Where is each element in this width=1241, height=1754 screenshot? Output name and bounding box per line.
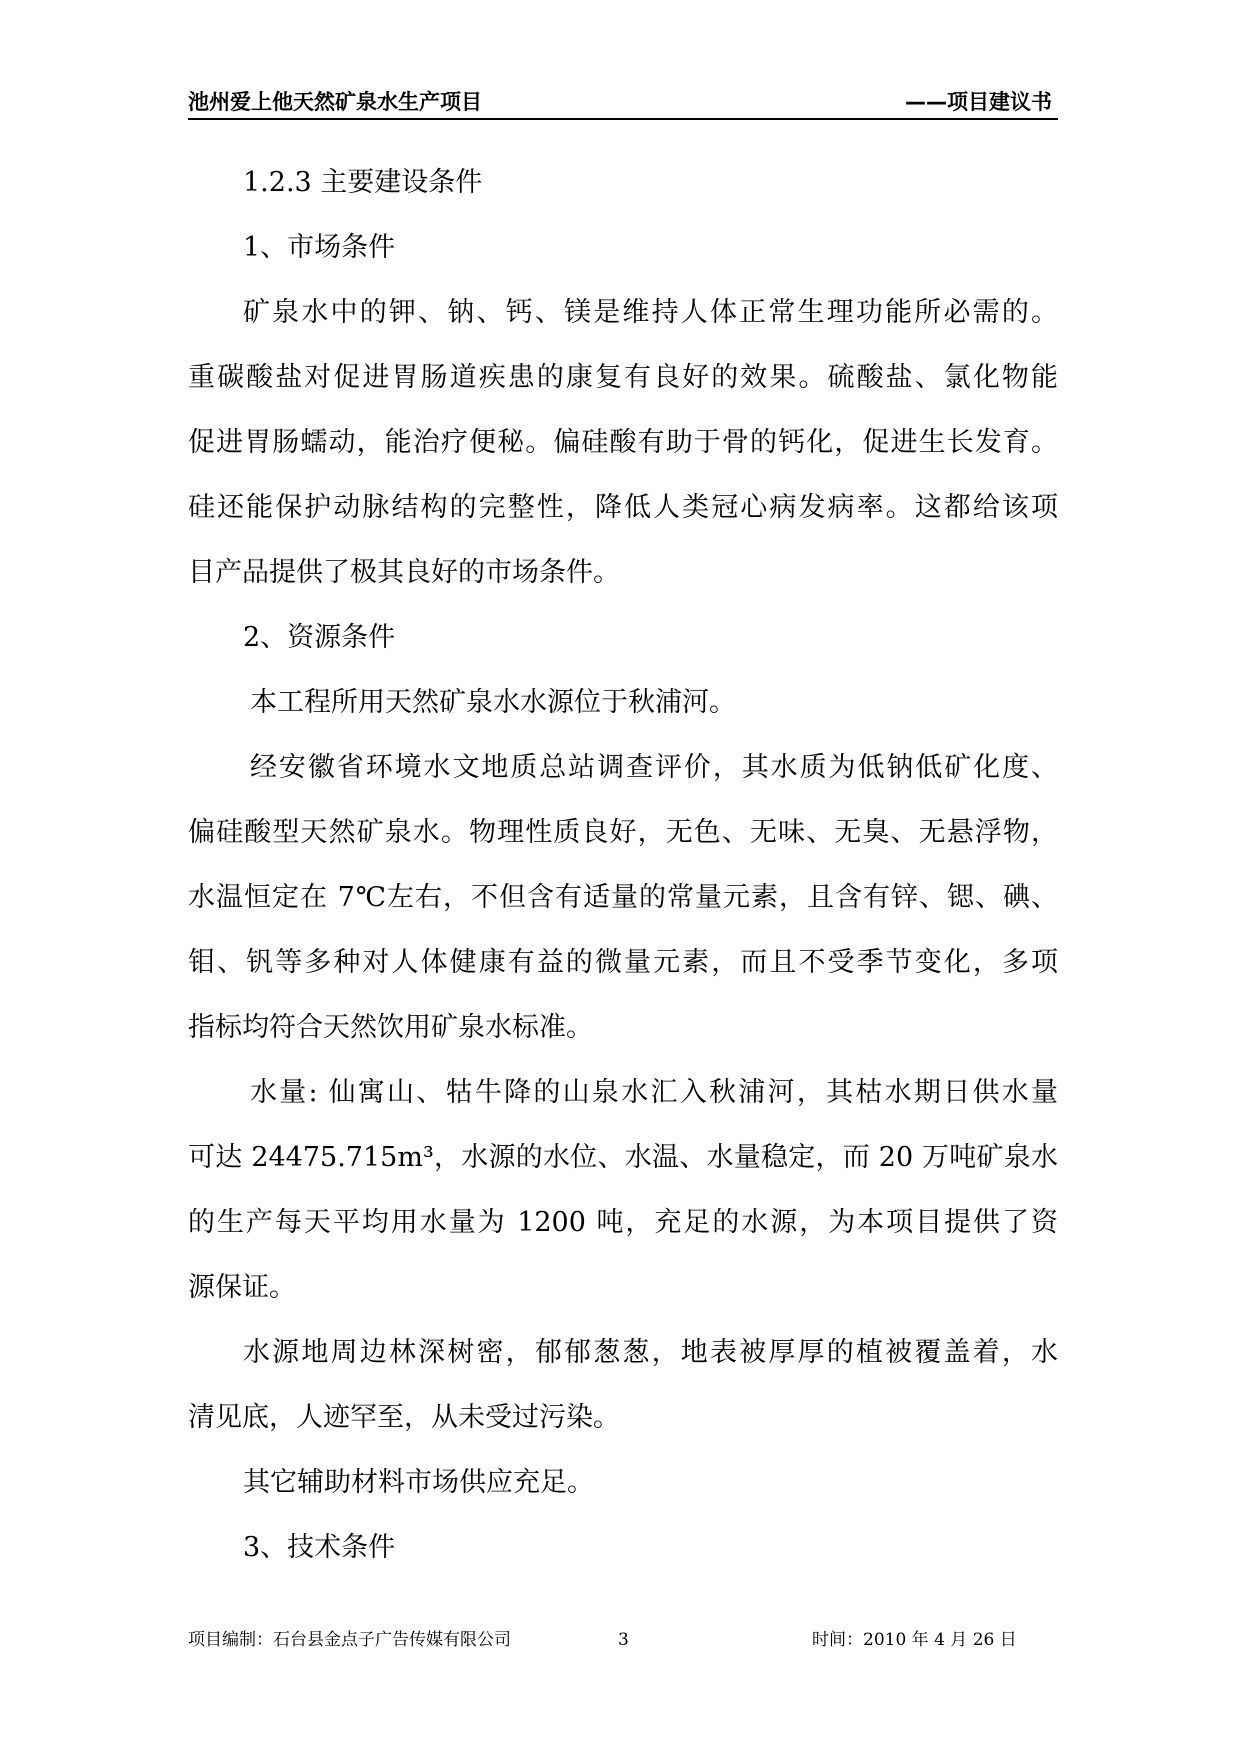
page-body [188,155,1058,1585]
paragraph-line: 矿泉水中的钾、钠、钙、镁是维持人体正常生理功能所必需的。 [243,297,1058,328]
paragraph-line: 钼、钒等多种对人体健康有益的微量元素，而且不受季节变化，多项 [188,947,1058,978]
paragraph-line: 促进胃肠蠕动，能治疗便秘。偏硅酸有助于骨的钙化，促进生长发育。 [188,427,1058,458]
paragraph-line: 源保证。 [188,1272,296,1303]
paragraph-line: 指标均符合天然饮用矿泉水标准。 [188,1012,593,1043]
paragraph-line: 可达 24475.715m³，水源的水位、水温、水量稳定，而 20 万吨矿泉水 [188,1142,1058,1173]
header-title: 池州爱上他天然矿泉水生产项目 [188,90,482,114]
paragraph-line: 重碳酸盐对促进胃肠道疾患的康复有良好的效果。硫酸盐、氯化物能 [188,362,1058,393]
subheading-market: 1、市场条件 [243,232,396,263]
paragraph-line: 的生产每天平均用水量为 1200 吨，充足的水源，为本项目提供了资 [188,1207,1058,1238]
paragraph-line: 硅还能保护动脉结构的完整性，降低人类冠心病发病率。这都给该项 [188,492,1058,523]
header-doc-type: ——项目建议书 [905,90,1052,114]
section-heading: 1.2.3 主要建设条件 [243,167,483,198]
footer-compiler: 项目编制：石台县金点子广告传媒有限公司 [188,1630,511,1650]
footer-date: 时间：2010 年 4 月 26 日 [812,1630,1017,1650]
paragraph-line: 水源地周边林深树密，郁郁葱葱，地表被厚厚的植被覆盖着，水 [243,1337,1058,1368]
paragraph-line: 经安徽省环境水文地质总站调查评价，其水质为低钠低矿化度、 [250,752,1058,783]
paragraph-line: 其它辅助材料市场供应充足。 [243,1467,594,1498]
paragraph-line: 偏硅酸型天然矿泉水。物理性质良好，无色、无味、无臭、无悬浮物， [188,817,1058,848]
subheading-technical: 3、技术条件 [243,1532,396,1563]
paragraph-line: 目产品提供了极其良好的市场条件。 [188,557,620,588]
paragraph-line: 清见底，人迹罕至，从未受过污染。 [188,1402,620,1433]
paragraph-line: 水量: 仙寓山、牯牛降的山泉水汇入秋浦河，其枯水期日供水量 [250,1077,1058,1108]
subheading-resource: 2、资源条件 [243,622,396,653]
page-header [188,84,1058,120]
paragraph-line: 本工程所用天然矿泉水水源位于秋浦河。 [250,687,736,718]
footer-page-number: 3 [618,1630,629,1650]
paragraph-line: 水温恒定在 7℃左右，不但含有适量的常量元素，且含有锌、锶、碘、 [188,882,1058,913]
